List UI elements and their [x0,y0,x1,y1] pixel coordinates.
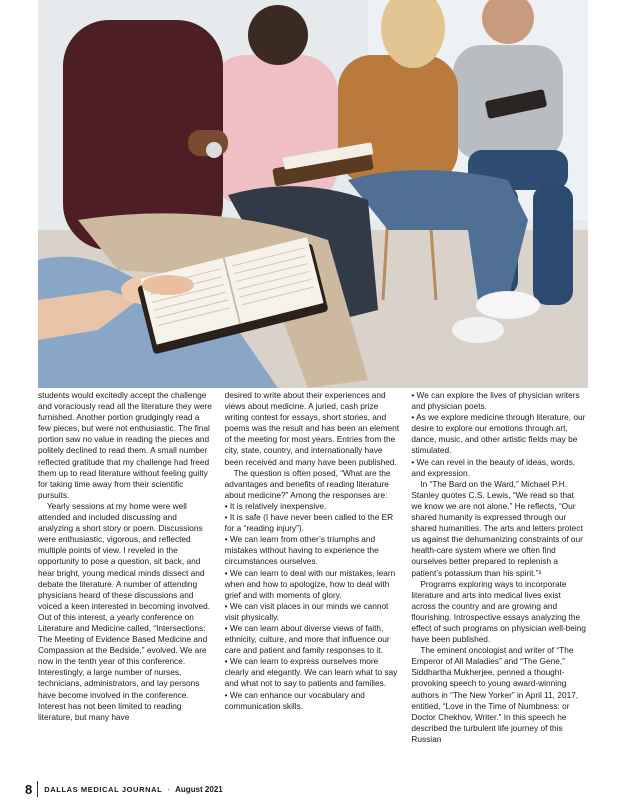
paragraph: The question is often posed, “What are the advantages and benefits of reading literature about medicine?” Among the responses are: [224,467,391,500]
bullet-item: • It is relatively inexpensive. [224,500,327,511]
article-column-3 [411,390,586,776]
bullet-item: • We can learn to deal with our mistakes, learn when and how to apologize, how to deal with grief and with moments of glory. [224,567,396,600]
article-column-1 [38,390,213,776]
bullet-item: • We can explore the lives of physician writers and physician poets. [411,390,580,412]
paragraph: Programs exploring ways to incorporate literature and arts into medical lives exist across the country and are growing and flourishing. Introspective essays analyzing the effect of such programs on physician well-being have been published. [411,578,586,645]
bullet-item: • As we explore medicine through literature, our desire to explore our emotions through art, dance, music, and other artistic fields may be stimulated. [411,412,586,456]
paragraph: The eminent oncologist and writer of “The Emperor of All Maladies” and “The Gene,” Siddhartha Mukherjee, penned a thought-provoking speech to young award-winning authors in “The New Yorker” in April 11, 2017, entitled, “Love in the Time of Numbness: or Doctor Chekhov, Writer.” In this speech he described the turbulent life journey of this Russian [411,645,579,744]
footer-separator: · [167,784,171,794]
paragraph: Yearly sessions at my home were well attended and included discussing and analyzing a short story or poem. Discussions were enthusiastic, vigorous, and reflected multiple points of view. I reveled in the opportunity to pose a question, sit back, and hear bright, young medical minds dissect and debate the literature. A number of attending physicians heard of these discussions and voiced a keen interested in becoming involved. Out of this interest, a yearly conference on Literature and Medicine called, “Intersections: The Meeting of Evidence Based Medicine and Compassion at the Bedside,” evolved. We are now in the tenth year of this conference. Interestingly, a large number of nurses, technicians, administrators, and lay persons have become involved in the conference. Interest has not been limited to reading literature, but many have [38,500,211,722]
bullet-item: • We can revel in the beauty of ideas, words, and expression. [411,456,576,478]
paragraph: students would excitedly accept the challenge and voraciously read all the literature they were furnished. Another portion grudgingly read a few pieces, but were not enthusiastic. The final portion saw no value in reading the pieces and politely declined to read them. A small number reflected gratitude that my challenge had freed them up to read literature without feeling guilty for taking time away from their scientific pursuits. [38,390,212,500]
bullet-item: • We can learn about diverse views of faith, ethnicity, culture, and more that influence our care and patient and family responses to it. [224,622,390,656]
bullet-item: • We can enhance our vocabulary and communication skills. [224,689,365,711]
page-number: 8 [25,781,33,797]
bullet-item: • It is safe (I have never been called to the ER for a “reading injury”). [224,512,394,534]
article-columns [38,390,586,776]
page-footer [25,780,223,798]
issue-date: August 2021 [175,784,223,794]
reading-group-photo [38,0,588,388]
journal-name: DALLAS MEDICAL JOURNAL [44,784,163,794]
bullet-item: • We can visit places in our minds we cannot visit physically. [224,600,389,622]
bullet-item: • We can learn from other’s triumphs and mistakes without having to experience the circumstances ourselves. [224,534,379,567]
photo-illustration [38,0,588,388]
footer-divider [37,781,38,797]
paragraph: In “The Bard on the Ward,” Michael P.H. Stanley quotes C.S. Lewis, “We read so that we know we are not alone.” He reflects, “Our shared humanity is expressed through our shared humanities. The arts and letters protect us against the dehumanizing constraints of our health-care system where we often find ourselves better prepared to replenish a patient’s potassium than his spirit.”² [411,478,583,578]
article-column-2 [225,390,400,776]
paragraph: desired to write about their experiences and views about medicine. A juried, cash prize writing contest for essays, short stories, and poems was the result and has been an element of the meeting for most years. Entries from the city, state, country, and internationally have been received and many have been published. [224,390,400,467]
bullet-item: • We can learn to express ourselves more clearly and elegantly. We can learn what to say and what not to say to patients and families. [224,656,398,689]
